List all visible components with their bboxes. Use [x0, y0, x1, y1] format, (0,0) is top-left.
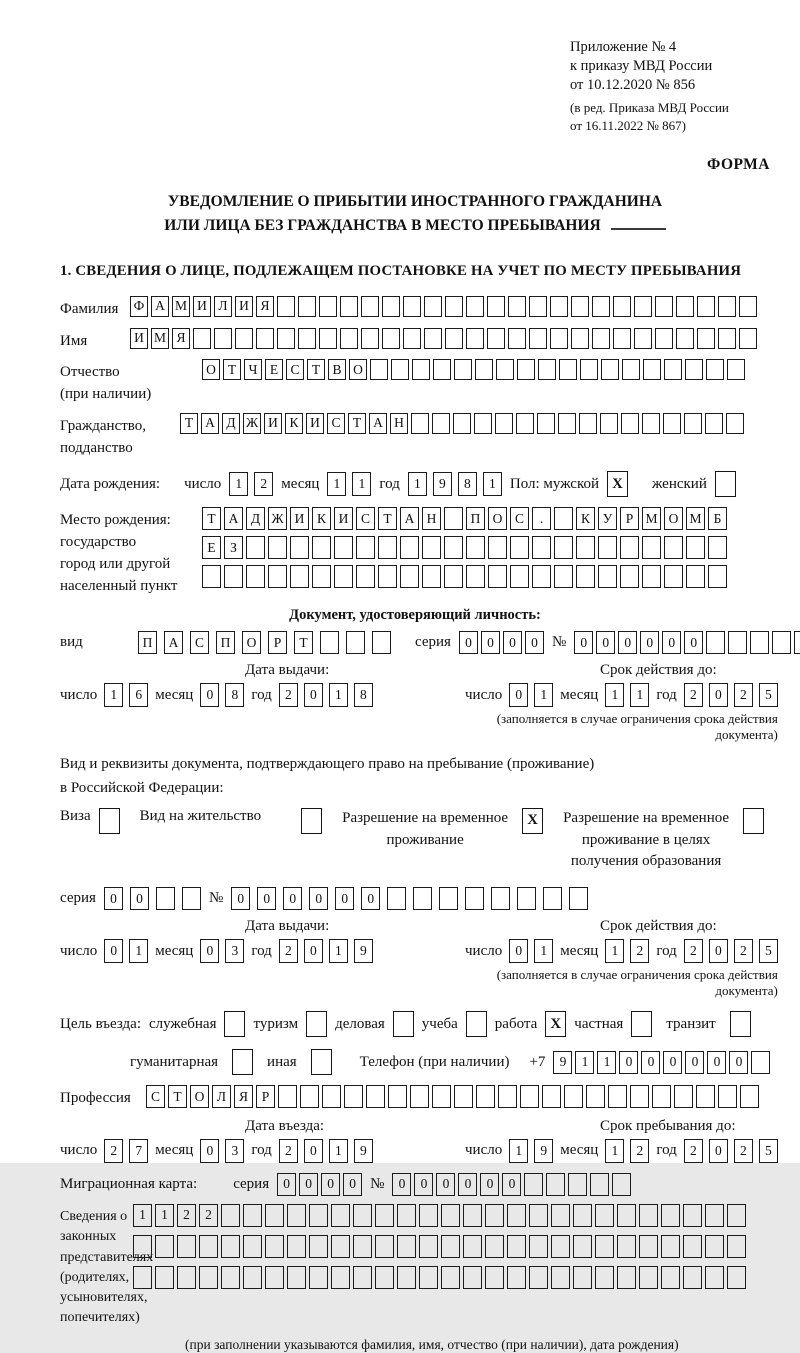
profession-row [60, 1085, 770, 1110]
validity-note-2: (заполняется в случае ограничения срока действия документа) [496, 967, 778, 999]
purpose-work-label: работа [494, 1015, 538, 1032]
migration-card-row [60, 1173, 770, 1196]
gender-male-label: Пол: мужской [509, 475, 600, 492]
patronymic-label: Отчество (при наличии) [60, 364, 152, 403]
representatives-row [60, 1204, 770, 1329]
name-row [60, 328, 770, 353]
purpose-business-checkbox[interactable] [393, 1011, 414, 1037]
doc-number-label: № [551, 634, 567, 651]
representatives-label: Сведения о законных представителях (родителях, усыновителях, попечителях) [60, 1208, 154, 1326]
migration-number-cells[interactable]: 0 0 0 0 0 0 [392, 1173, 631, 1196]
patronymic-cells[interactable]: О Т Ч Е С Т В О [202, 359, 745, 380]
amendment-line: (в ред. Приказа МВД России [570, 100, 729, 116]
birth-place-label: Место рождения: государство город или другой населенный пункт [60, 512, 178, 594]
gender-female-label: женский [652, 475, 707, 492]
purpose-private-label: частная [574, 1015, 624, 1032]
stay-until-heading: Срок пребывания до: [600, 1117, 736, 1134]
month-label: месяц [281, 475, 320, 492]
representatives-cells-3[interactable] [133, 1266, 746, 1289]
temp-residence-edu-checkbox[interactable] [743, 808, 764, 834]
appendix-line: к приказу МВД России [570, 58, 713, 75]
citizenship-label: Гражданство, подданство [60, 417, 147, 456]
visa-label: Виза [60, 807, 91, 824]
residence-issue-month[interactable]: 0 3 [200, 939, 244, 963]
representatives-note: (при заполнении указываются фамилия, имя, отчество (при наличии), дата рождения) [185, 1336, 679, 1352]
phone-cells[interactable]: 9 1 1 0 0 0 0 0 0 [553, 1051, 770, 1074]
doc-type-label: вид [60, 634, 83, 651]
birth-place-cells-1[interactable]: Т А Д Ж И К И С Т А Н П О С . К У Р М О М Б [202, 507, 727, 530]
purpose-business-label: деловая [335, 1015, 385, 1032]
doc-number-cells[interactable]: 0 0 0 0 0 0 [574, 631, 800, 654]
doc-type-cells[interactable]: П А С П О Р Т [138, 631, 391, 654]
residence-number-cells[interactable]: 0 0 0 0 0 0 [231, 887, 588, 910]
surname-label: Фамилия [60, 300, 119, 317]
birth-place-row [60, 507, 770, 597]
valid-until-heading: Срок действия до: [600, 662, 717, 679]
name-cells[interactable]: И М Я [130, 328, 757, 349]
temp-residence-edu-label: Разрешение на временное проживание в целях получения образования [563, 809, 730, 870]
form-title-line1: УВЕДОМЛЕНИЕ О ПРИБЫТИИ ИНОСТРАННОГО ГРАЖДАНИНА [167, 193, 663, 211]
phone-prefix: +7 [529, 1053, 546, 1070]
stay-month[interactable]: 1 2 [605, 1139, 649, 1163]
purpose-row-2 [60, 1049, 770, 1075]
residence-permit-label: Вид на жительство [139, 807, 262, 824]
section1-heading: 1. СВЕДЕНИЯ О ЛИЦЕ, ПОДЛЕЖАЩЕМ ПОСТАНОВКЕ НА УЧЕТ ПО МЕСТУ ПРЕБЫВАНИЯ [60, 262, 742, 279]
gender-male-checkbox[interactable]: X [607, 471, 628, 497]
doc-series-cells[interactable]: 0 0 0 0 [459, 631, 544, 654]
purpose-other-label: иная [267, 1053, 297, 1070]
birth-date-row [60, 471, 770, 497]
validity-note: (заполняется в случае ограничения срока действия документа) [496, 711, 778, 743]
birth-day-cells[interactable]: 1 2 [229, 472, 273, 496]
residence-permit-checkbox[interactable] [301, 808, 322, 834]
appendix-block [570, 38, 770, 134]
gender-female-checkbox[interactable] [715, 471, 736, 497]
migration-card-label: Миграционная карта: [60, 1175, 198, 1192]
profession-cells[interactable]: С Т О Л Я Р [146, 1085, 759, 1108]
name-label: Имя [60, 332, 88, 349]
purpose-label: Цель въезда: [60, 1015, 141, 1032]
purpose-transit-label: транзит [666, 1015, 716, 1032]
patronymic-row [60, 359, 770, 406]
visa-checkbox[interactable] [99, 808, 120, 834]
purpose-row-1 [60, 1011, 770, 1037]
identity-doc-dates: Дата выдачи: число 1 6 месяц 0 8 год 2 0 1 8 Срок действия до: число 0 1 месяц 1 1 год 2 0 2 5 (заполняется в случае ограничения срока действия документа) [60, 662, 778, 743]
residence-series-label: серия [60, 890, 96, 907]
purpose-study-checkbox[interactable] [466, 1011, 487, 1037]
migration-series-cells[interactable]: 0 0 0 0 [277, 1173, 362, 1196]
residence-doc-dates: Дата выдачи: число 0 1 месяц 0 3 год 2 0 1 9 Срок действия до: число 0 1 месяц 1 2 год 2 0 2 5 (заполняется в случае ограничения срока действия документа) [60, 918, 778, 999]
purpose-study-label: учеба [421, 1015, 458, 1032]
purpose-work-checkbox[interactable]: X [545, 1011, 566, 1037]
migration-number-label: № [370, 1175, 385, 1192]
residence-valid-day[interactable]: 0 1 [509, 939, 553, 963]
appendix-line: от 10.12.2020 № 856 [570, 77, 696, 94]
entry-month[interactable]: 0 3 [200, 1139, 244, 1163]
birth-place-cells-2[interactable]: Е З [202, 536, 727, 559]
identity-valid-month[interactable]: 1 1 [605, 683, 649, 707]
purpose-tourism-checkbox[interactable] [306, 1011, 327, 1037]
birth-month-cells[interactable]: 1 1 [327, 472, 371, 496]
residence-doc-paragraph: Вид и реквизиты документа, подтверждающего право на пребывание (проживание) в Российской Федерации: [60, 756, 595, 796]
purpose-private-checkbox[interactable] [631, 1011, 652, 1037]
identity-valid-year[interactable]: 2 0 2 5 [684, 683, 778, 707]
issue-date-heading: Дата выдачи: [245, 662, 330, 679]
entry-stay-dates: Дата въезда: число 2 7 месяц 0 3 год 2 0 1 9 Срок пребывания до: число 1 9 месяц 1 2 год 2 0 2 5 [60, 1118, 770, 1163]
purpose-other-checkbox[interactable] [311, 1049, 332, 1075]
migration-series-label: серия [233, 1175, 270, 1192]
purpose-humanitarian-checkbox[interactable] [232, 1049, 253, 1075]
birth-place-cells-3[interactable] [202, 565, 727, 588]
residence-series-cells[interactable]: 0 0 [104, 887, 201, 910]
identity-doc-heading: Документ, удостоверяющий личность: [289, 607, 541, 624]
citizenship-cells[interactable]: Т А Д Ж И К И С Т А Н [180, 413, 744, 434]
phone-label: Телефон (при наличии) [359, 1053, 510, 1070]
residence-doc-series-row [60, 887, 770, 910]
doc-series-label: серия [415, 634, 451, 651]
residence-issue-year[interactable]: 2 0 1 9 [279, 939, 373, 963]
birth-date-label: Дата рождения: [60, 475, 161, 492]
temp-residence-checkbox[interactable]: X [522, 808, 543, 834]
appendix-line: Приложение № 4 [570, 39, 677, 55]
entry-day[interactable]: 2 7 [104, 1139, 148, 1163]
form-label: ФОРМА [706, 156, 770, 174]
identity-doc-row [60, 631, 770, 654]
purpose-transit-checkbox[interactable] [730, 1011, 751, 1037]
surname-cells[interactable]: Ф А М И Л И Я [130, 296, 757, 317]
entry-year[interactable]: 2 0 1 9 [279, 1139, 373, 1163]
residence-number-label: № [208, 890, 224, 907]
identity-valid-day[interactable]: 0 1 [509, 683, 553, 707]
form-title-line2: ИЛИ ЛИЦА БЕЗ ГРАЖДАНСТВА В МЕСТО ПРЕБЫВАНИЯ [60, 214, 770, 237]
birth-year-cells[interactable]: 1 9 8 1 [408, 472, 502, 496]
residence-doc-options [60, 808, 770, 873]
purpose-tourism-label: туризм [253, 1015, 299, 1032]
stay-year[interactable]: 2 0 2 5 [684, 1139, 778, 1163]
purpose-official-checkbox[interactable] [224, 1011, 245, 1037]
amendment-line: от 16.11.2022 № 867) [570, 117, 687, 133]
purpose-official-label: служебная [148, 1015, 217, 1032]
temp-residence-label: Разрешение на временное проживание [342, 809, 509, 848]
profession-label: Профессия [60, 1090, 131, 1107]
identity-issue-month[interactable]: 0 8 [200, 683, 244, 707]
day-label: число [184, 475, 222, 492]
purpose-humanitarian-label: гуманитарная [130, 1053, 219, 1070]
citizenship-row [60, 413, 770, 460]
year-label: год [379, 475, 400, 492]
representatives-cells-1[interactable]: 1 1 2 2 [133, 1204, 746, 1227]
entry-date-heading: Дата въезда: [245, 1117, 325, 1134]
form-title [60, 190, 770, 237]
surname-row [60, 296, 770, 321]
stay-day[interactable]: 1 9 [509, 1139, 553, 1163]
representatives-cells-2[interactable] [133, 1235, 746, 1258]
identity-issue-year[interactable]: 2 0 1 8 [279, 683, 373, 707]
identity-issue-day[interactable]: 1 6 [104, 683, 148, 707]
residence-valid-year[interactable]: 2 0 2 5 [684, 939, 778, 963]
residence-issue-day[interactable]: 0 1 [104, 939, 148, 963]
residence-valid-month[interactable]: 1 2 [605, 939, 649, 963]
title-blank-line [611, 228, 666, 230]
